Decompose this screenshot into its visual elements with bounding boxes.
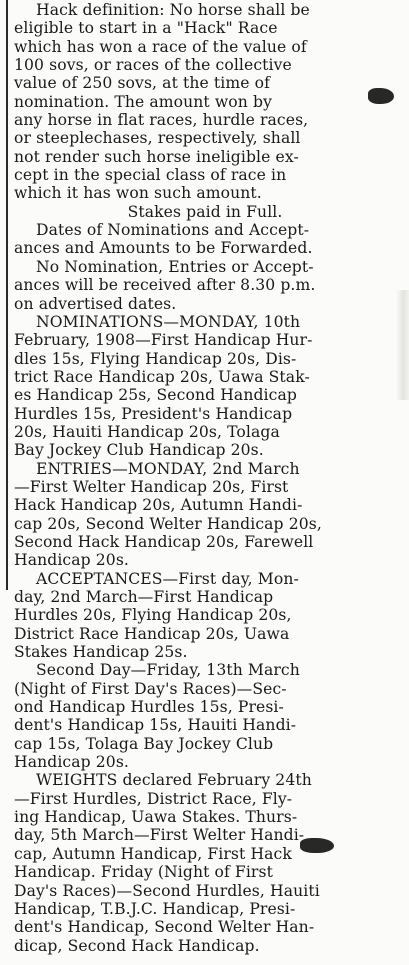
article-line: dles 15s, Flying Handicap 20s, Dis-	[14, 349, 297, 368]
article-line: Day's Races)—Second Hurdles, Hauiti	[14, 881, 320, 900]
article-line: No Nomination, Entries or Accept-	[36, 257, 314, 276]
article-line: Bay Jockey Club Handicap 20s.	[14, 441, 264, 460]
article-line: Handicap 20s.	[14, 551, 129, 570]
article-line: cap 20s, Second Welter Handicap 20s,	[14, 514, 322, 533]
article-line: 100 sovs, or races of the collective	[14, 56, 292, 75]
article-line: ACCEPTANCES—First day, Mon-	[36, 569, 299, 588]
article-line: cap 15s, Tolaga Bay Jockey Club	[14, 734, 274, 753]
article-line: Hack Handicap 20s, Autumn Handi-	[14, 496, 303, 515]
article-line: Second Day—Friday, 13th March	[36, 661, 300, 680]
article-line: Handicap. Friday (Night of First	[14, 863, 273, 882]
article-line: Second Hack Handicap 20s, Farewell	[14, 532, 314, 551]
article-line: Dates of Nominations and Accept-	[36, 221, 310, 240]
article-line: dent's Handicap 15s, Hauiti Handi-	[14, 716, 297, 735]
article-line: any horse in flat races, hurdle races,	[14, 111, 309, 130]
article-line: eligible to start in a "Hack" Race	[14, 19, 278, 38]
article-line: not render such horse ineligible ex-	[14, 147, 299, 166]
article-line: NOMINATIONS—MONDAY, 10th	[36, 312, 301, 331]
column-rule	[6, 0, 8, 590]
article-line: ond Handicap Hurdles 15s, Presi-	[14, 698, 284, 717]
article-line: es Handicap 25s, Second Handicap	[14, 386, 297, 405]
article-line: which it has won such amount.	[14, 184, 262, 203]
article-line: which has won a race of the value of	[14, 37, 307, 56]
article-line: ing Handicap, Uawa Stakes. Thurs-	[14, 808, 298, 827]
article-line: Handicap 20s.	[14, 753, 129, 772]
article-line: WEIGHTS declared February 24th	[36, 771, 312, 790]
article-line: ances will be received after 8.30 p.m.	[14, 276, 316, 295]
article-line: ances and Amounts to be Forwarded.	[14, 239, 313, 258]
article-line: Handicap, T.B.J.C. Handicap, Presi-	[14, 899, 296, 918]
article-line: day, 2nd March—First Handicap	[14, 588, 274, 606]
article-line: —First Hurdles, District Race, Fly-	[14, 789, 293, 808]
article-line: February, 1908—First Handicap Hur-	[14, 331, 313, 350]
article-line: Stakes paid in Full.	[127, 202, 283, 221]
article-line: —First Welter Handicap 20s, First	[14, 477, 289, 496]
article-line: Hurdles 20s, Flying Handicap 20s,	[14, 606, 292, 625]
article-line: dent's Handicap, Second Welter Han-	[14, 918, 315, 937]
article-column	[14, 1, 396, 955]
article-line: District Race Handicap 20s, Uawa	[14, 624, 290, 643]
article-line: 20s, Hauiti Handicap 20s, Tolaga	[14, 422, 280, 441]
article-line: value of 250 sovs, at the time of	[14, 74, 270, 93]
article-line: or steeplechases, respectively, shall	[14, 129, 301, 148]
article-line: nomination. The amount won by	[14, 92, 272, 111]
article-line: Stakes Handicap 25s.	[14, 643, 188, 662]
article-line: cept in the special class of race in	[14, 166, 287, 185]
article-line: (Night of First Day's Races)—Sec-	[14, 679, 287, 698]
article-line: Hack definition: No horse shall be	[36, 1, 310, 19]
article-line: dicap, Second Hack Handicap.	[14, 936, 260, 955]
paper-damage	[395, 290, 409, 400]
article-line: trict Race Handicap 20s, Uawa Stak-	[14, 367, 310, 386]
article-line: Hurdles 15s, President's Handicap	[14, 404, 293, 423]
article-line: day, 5th March—First Welter Handi-	[14, 826, 305, 845]
article-line: ENTRIES—MONDAY, 2nd March	[36, 459, 300, 478]
article-line: cap, Autumn Handicap, First Hack	[14, 844, 292, 863]
article-line: on advertised dates.	[14, 294, 177, 313]
